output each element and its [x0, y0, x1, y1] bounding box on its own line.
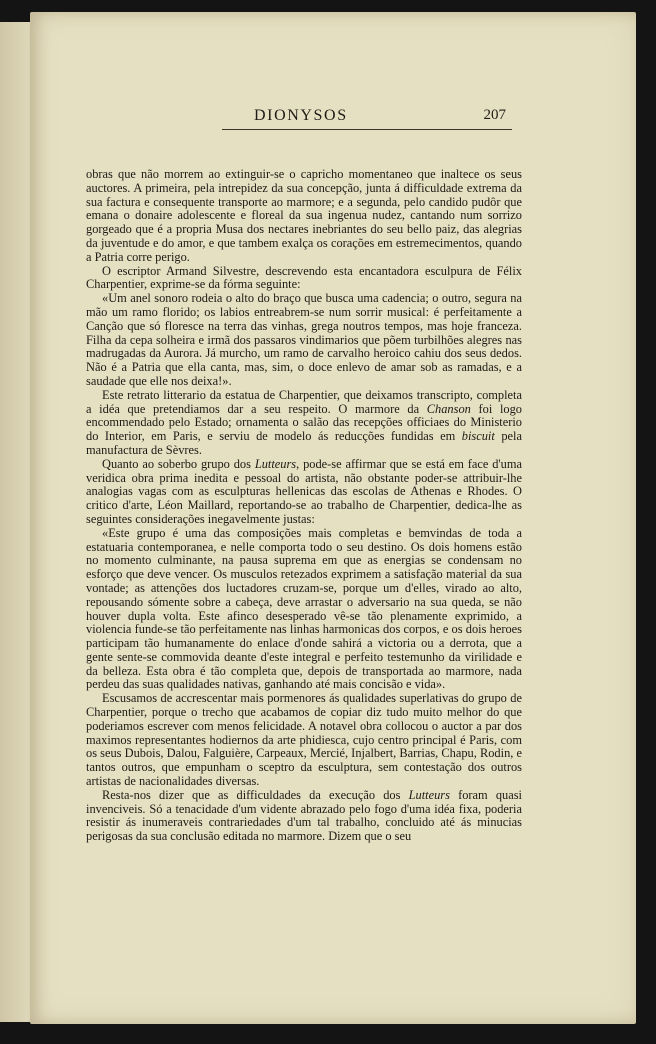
paragraph-7: Escusamos de accrescentar mais pormenores ás qualidades superlativas do grupo de Charpentier, porque o trecho que acabamos de copiar diz tudo muito melhor do que poderiamos escrever com menos felicidade. A notavel obra collocou o auctor a par dos maximos representantes hodiernos da arte phidiesca, cujo centro principal é Paris, com os seus Dubois, Dalou, Falguière, Carpeaux, Mercié, Injalbert, Barrias, Chapu, Rodin, e tantos outros, que empunham o sceptro da esculptura, sem contestação dos outros artistas de nacionalidades diversas. — [86, 691, 522, 789]
paragraph-5-text-b: , pode-se affirmar que se está em face d'uma veridica obra prima inedita e pessoal do artista, não obstante poder-se attribuir-lhe analogias vagas com as esculpturas hellenicas das escolas de Athenas e Rhodes. O critico d'arte, Léon Maillard, reportando-se ao trabalho de Charpentier, dedica-lhe as seguintes considerações inegavelmente justas: — [86, 456, 522, 526]
biscuit-term: biscuit — [461, 429, 495, 444]
paragraph-5 — [86, 458, 522, 527]
lutteurs-title-2: Lutteurs — [408, 787, 450, 802]
paragraph-8 — [86, 789, 522, 844]
paragraph-2: O escriptor Armand Silvestre, descrevendo esta encantadora esculpura de Félix Charpentier, exprime-se da fórma seguinte: — [86, 263, 522, 292]
page-number: 207 — [483, 107, 506, 123]
paragraph-5-text-a: Quanto ao soberbo grupo dos — [102, 456, 255, 471]
lutteurs-title: Lutteurs — [254, 456, 297, 471]
paragraph-4 — [86, 389, 522, 458]
paragraph-8-text-b: foram quasi invenciveis. Só a tenacidade d'um vidente abrazado pelo fogo d'uma idéa fixa, poderia resistir ás inumeraveis contrariedades d'um tal trabalho, concluido até ás minucias perigosas da sua conclusão editada no marmore. Dizem que o seu — [86, 787, 522, 844]
paragraph-4-text-a: Este retrato litterario da estatua de Charpentier, que deixamos transcripto, completa a idéa que pretendiamos dar a seu respeito. O marmore da — [86, 387, 522, 416]
body-text — [86, 168, 522, 844]
paragraph-4-text-c: pela manufactura de Sèvres. — [86, 429, 522, 457]
paragraph-8-text-a: Resta-nos dizer que as difficuldades da execução dos — [102, 787, 409, 802]
quote-maillard: «Este grupo é uma das composições mais completas e bemvindas de toda a estatuaria contemporanea, e nelle comporta todo o seu destino. Os dois homens estão no momento culminante, na pausa suprema em que as energias se condensam no esforço que deve vencer. Os musculos retezados exprimem a satisfação material da sua vontade; as attenções dos luctadores cruzam-se, porque um d'elles, virado ao alto, repousando sómente sobre a cabeça, deve arrastar o adversario na sua queda, se não houver dupla volta. Este afinco desesperado vê-se tão plenamente exprimido, a violencia funde-se tão perfeitamente nas linhas harmonicas dos corpos, e os dois heroes participam tão humanamente do enlace d'onde sahirá a victoria ou a derrota, que a gente sente-se commovida deante d'este integral e perfeito testemunho da virilidade e da belleza. Esta obra é tão completa que, depois de transportada ao marmore, nada perdeu das suas qualidades nativas, ganhando até mais concisão e vida». — [86, 525, 522, 692]
running-title: DIONYSOS — [254, 107, 348, 124]
paragraph-4-text-b: foi logo encommendado pelo Estado; ornamenta o salão das recepções officiaes do Ministerio do Interior, em Paris, e serviu de modelo ás reducções fundidas em — [86, 401, 522, 444]
quote-silvestre: «Um anel sonoro rodeia o alto do braço que busca uma cadencia; o outro, segura na mão um ramo florido; os labios entreabrem-se num sorrir musical: é perfeitamente a Canção que só floresce na terra das vinhas, grega noutros tempos, mas hoje franceza. Filha da cepa solheira e irmã dos passaros vindimarios que põem turbilhões alegres nas madrugadas da Aurora. Já murcho, um ramo de carvalho heroico cahiu dos seus dedos. Não é a Patria que ella canta, mas, sim, o doce enlevo de amar sob as ramadas, e a saudade que elle nos deixa!». — [86, 291, 522, 388]
paragraph-1: obras que não morrem ao extinguir-se o capricho momentaneo que inaltece os seus auctores. A primeira, pela intrepidez da sua concepção, junta á difficuldade extrema da sua factura e consequente transporte ao marmore; e a segunda, pelo candido pudôr que emana o donaire adolescente e floreal da sua ingenua nudez, cantando num sorrizo gorgeado que é a propria Musa dos nectares inebriantes do seu bello paiz, das alegrias da juventude e do amor, e que tambem exalça os corações em estremecimentos, quando a Patria corre perigo. — [86, 167, 522, 264]
page-header — [222, 105, 512, 130]
chanson-title: Chanson — [426, 401, 471, 416]
